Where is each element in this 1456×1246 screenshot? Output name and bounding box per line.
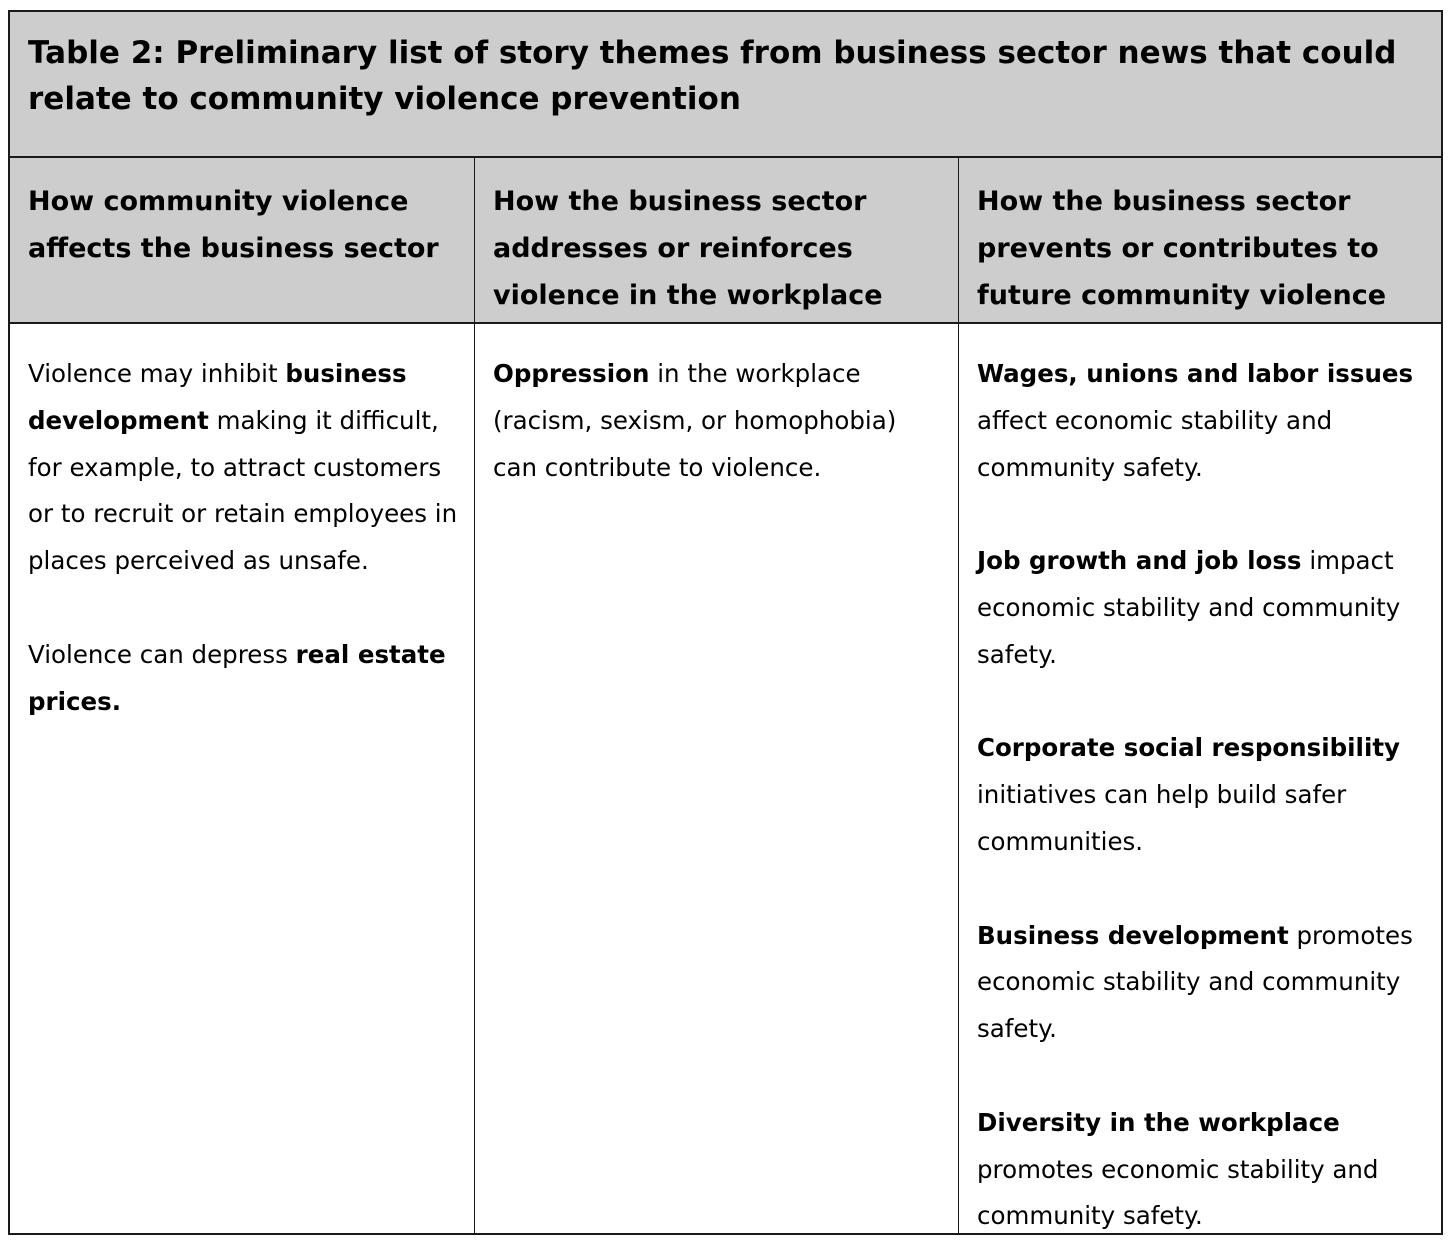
- para-post: promotes economic stability and community safety.: [977, 920, 1413, 1044]
- header-cell-addresses: [474, 158, 958, 322]
- column-header: How the business sector prevents or contributes to future community violence: [977, 186, 1387, 311]
- theme-keyword: Diversity in the workplace: [977, 1107, 1340, 1137]
- theme-keyword: real estate prices.: [28, 639, 446, 716]
- para-pre: Violence may inhibit: [28, 359, 286, 388]
- theme-paragraph: [493, 351, 948, 491]
- body-cell-affects: [10, 324, 474, 1235]
- theme-paragraph: [977, 913, 1432, 1053]
- para-post: making it difficult, for example, to attract customers or to recruit or retain employees in places perceived as unsafe.: [28, 405, 458, 576]
- theme-paragraph: [977, 725, 1432, 865]
- para-post: promotes economic stability and community safety.: [977, 1154, 1379, 1231]
- table-header-row: [10, 158, 1441, 324]
- para-post: affect economic stability and community safety.: [977, 405, 1333, 482]
- theme-keyword: Job growth and job loss: [977, 546, 1302, 576]
- theme-paragraph: [977, 351, 1432, 491]
- header-cell-prevents: [958, 158, 1441, 322]
- cell-content: [977, 351, 1432, 1240]
- cell-content: [28, 351, 468, 725]
- table-title: Table 2: Preliminary list of story themes from business sector news that could relate to community violence prevention: [28, 35, 1397, 117]
- theme-paragraph: [977, 1100, 1432, 1240]
- theme-keyword: Wages, unions and labor issues: [977, 359, 1414, 388]
- themes-table: [8, 10, 1443, 1235]
- theme-paragraph: [28, 351, 468, 585]
- table-body-row: [10, 324, 1441, 1235]
- header-cell-affects: [10, 158, 474, 322]
- theme-keyword: business development: [28, 359, 407, 435]
- para-pre: Violence can depress: [28, 639, 296, 669]
- theme-keyword: Business development: [977, 920, 1289, 950]
- theme-paragraph: [977, 538, 1432, 678]
- table-title-row: [10, 12, 1441, 158]
- column-header: How community violence affects the business sector: [28, 186, 439, 264]
- column-header: How the business sector addresses or reinforces violence in the workplace: [493, 186, 883, 311]
- theme-keyword: Corporate social responsibility: [977, 733, 1401, 763]
- para-post: impact economic stability and community safety.: [977, 546, 1401, 669]
- para-post: initiatives can help build safer communities.: [977, 780, 1347, 856]
- cell-content: [493, 351, 948, 491]
- theme-paragraph: [28, 632, 468, 726]
- theme-keyword: Oppression: [493, 359, 650, 388]
- body-cell-prevents: [958, 324, 1441, 1235]
- para-post: in the workplace (racism, sexism, or homophobia) can contribute to violence.: [493, 359, 897, 482]
- body-cell-addresses: [474, 324, 958, 1235]
